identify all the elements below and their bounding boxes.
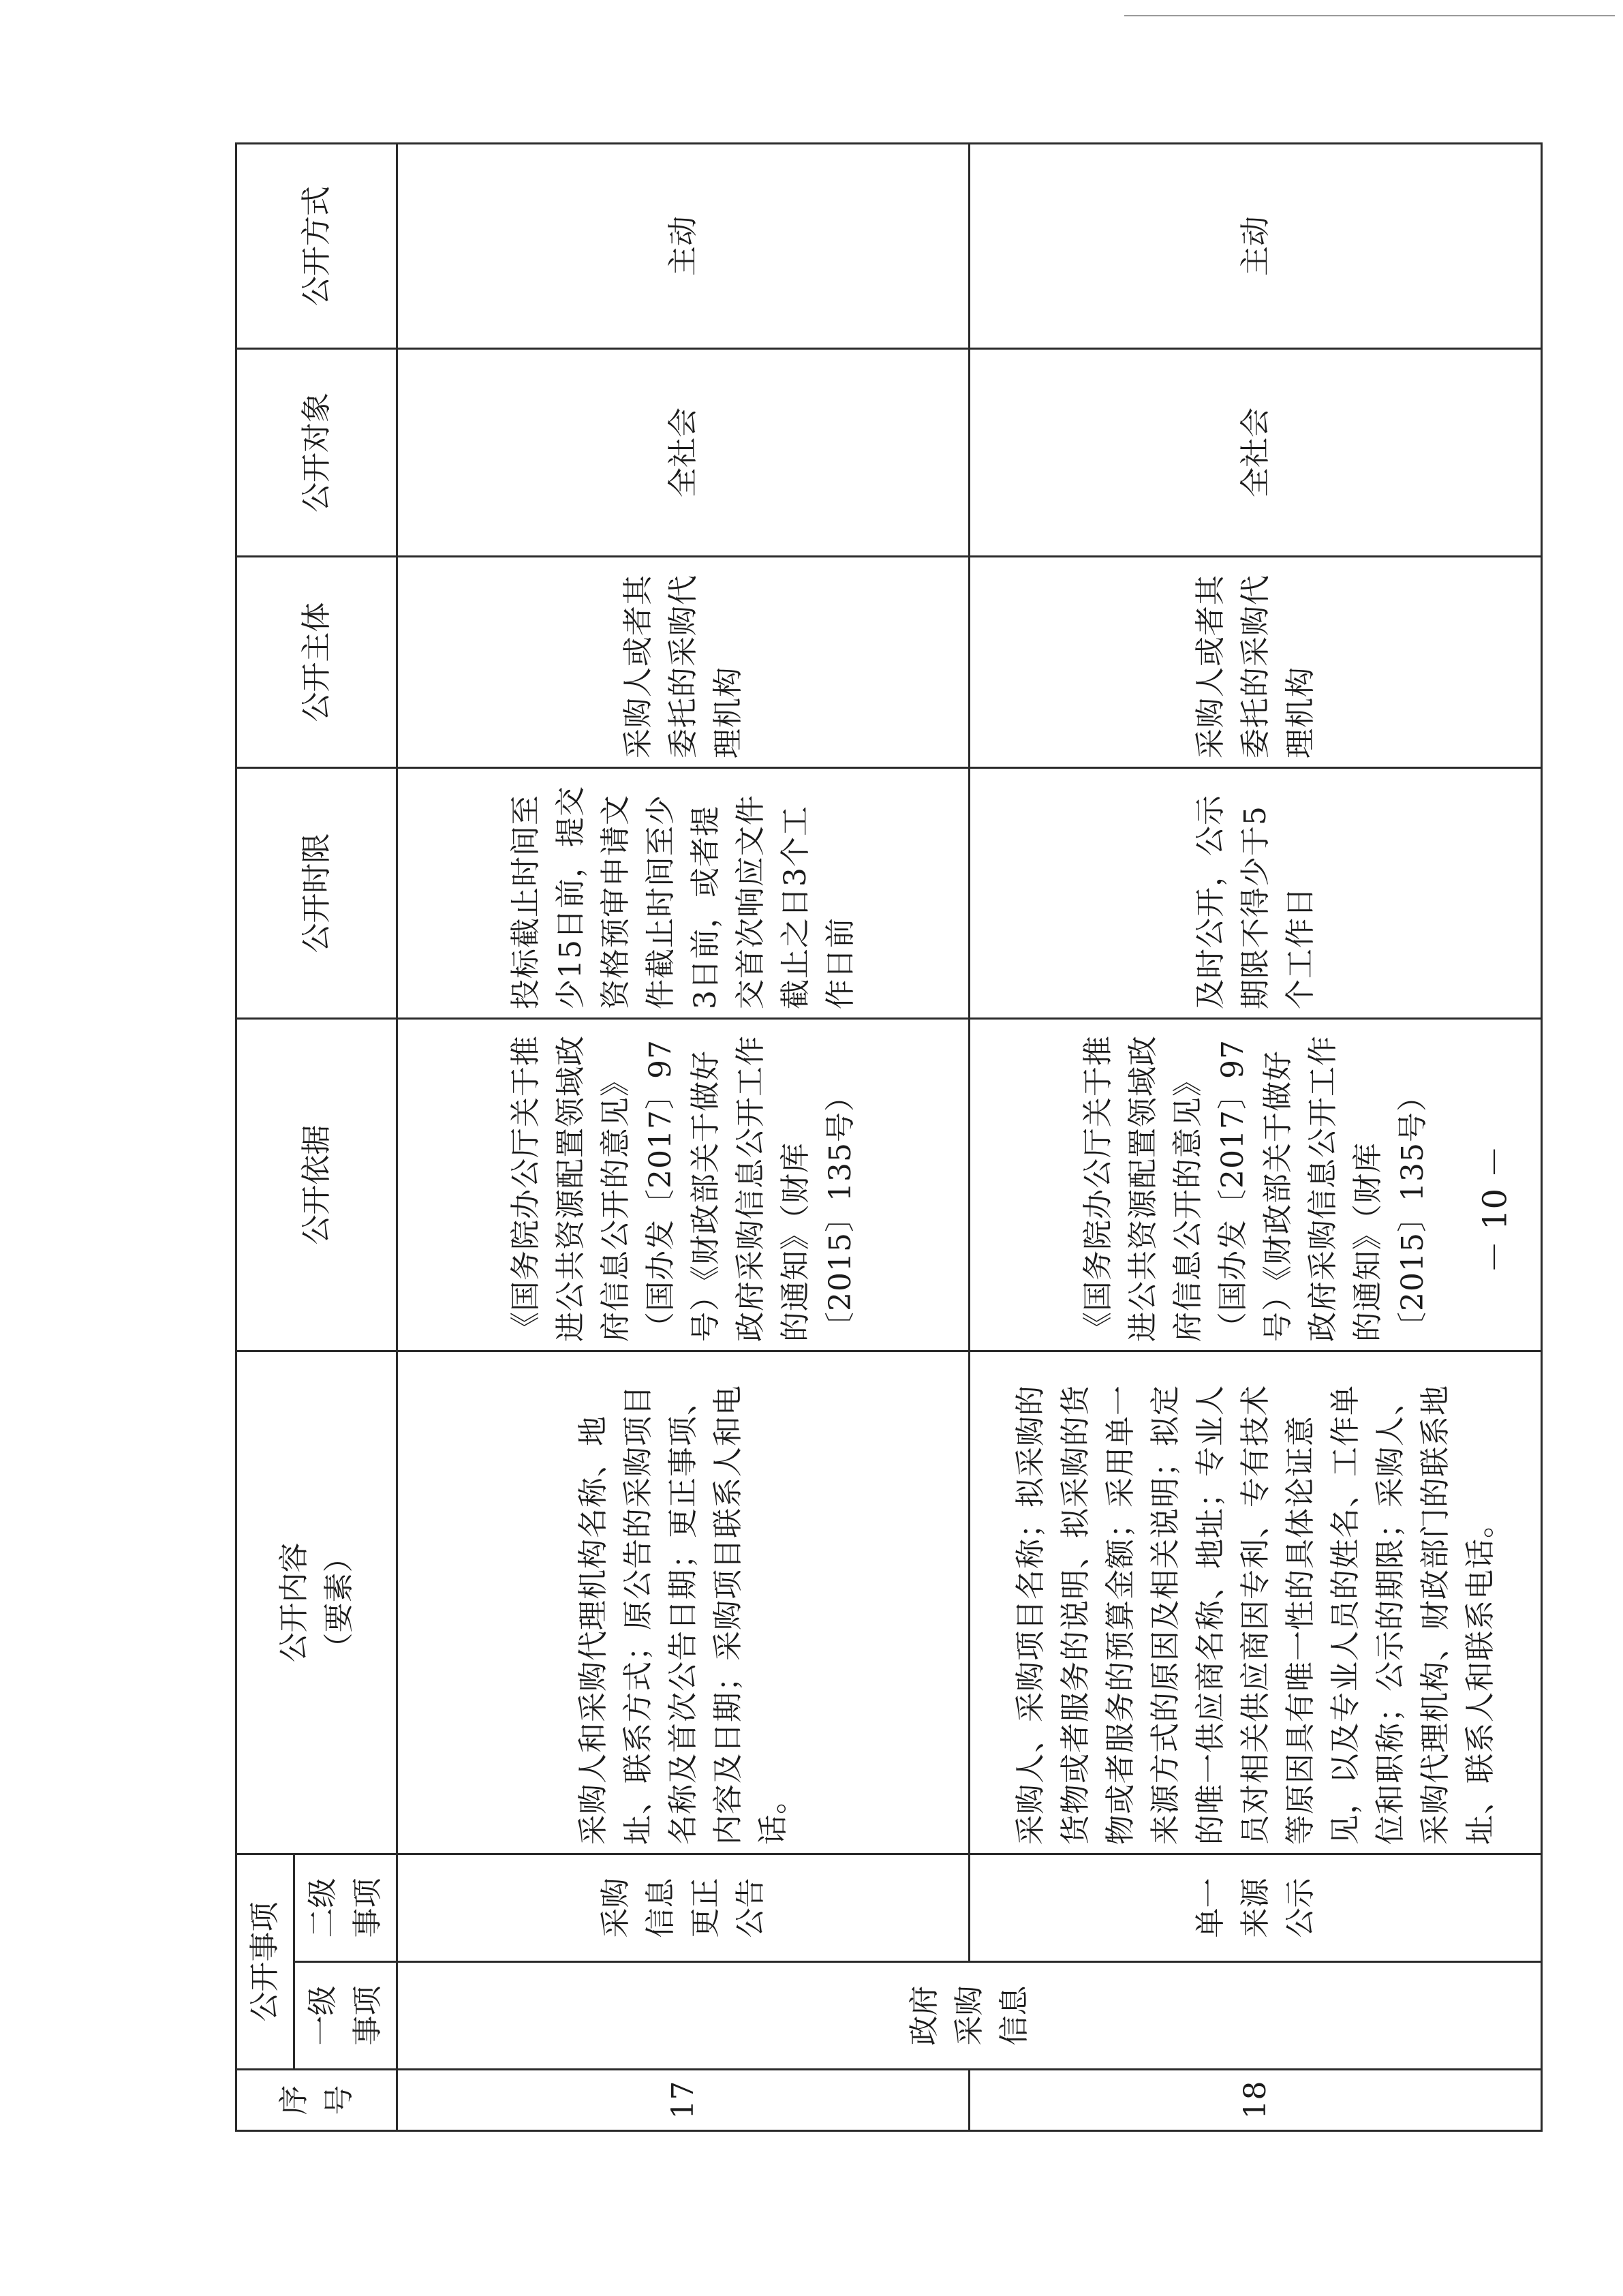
cell-audience: 全社会 bbox=[397, 349, 970, 557]
cell-level2: 采购信息更正公告 bbox=[397, 1854, 970, 1962]
scan-edge-line bbox=[1124, 15, 1615, 16]
disclosure-table bbox=[235, 142, 1543, 2132]
table-row bbox=[970, 144, 1542, 2131]
header-basis: 公开依据 bbox=[236, 1019, 397, 1351]
header-subject: 公开主体 bbox=[236, 557, 397, 768]
header-audience: 公开对象 bbox=[236, 349, 397, 557]
cell-method: 主动 bbox=[970, 144, 1542, 349]
cell-subject: 采购人或者其委托的采购代理机构 bbox=[397, 557, 970, 768]
table-row bbox=[397, 144, 970, 2131]
header-level1: 一级事项 bbox=[294, 1962, 397, 2070]
header-content: 公开内容 （要素） bbox=[236, 1351, 397, 1854]
header-method: 公开方式 bbox=[236, 144, 397, 349]
cell-deadline: 及时公开，公示期限不得少于5个工作日 bbox=[970, 768, 1542, 1019]
header-deadline: 公开时限 bbox=[236, 768, 397, 1019]
cell-method: 主动 bbox=[397, 144, 970, 349]
cell-basis: 《国务院办公厅关于推进公共资源配置领域政府信息公开的意见》（国办发〔2017〕97号）《财政部关于做好政府采购信息公开工作的通知》（财库〔2015〕135号） bbox=[397, 1019, 970, 1351]
cell-level2: 单一来源公示 bbox=[970, 1854, 1542, 1962]
cell-subject: 采购人或者其委托的采购代理机构 bbox=[970, 557, 1542, 768]
cell-audience: 全社会 bbox=[970, 349, 1542, 557]
cell-level1: 政府采购信息 bbox=[397, 1962, 1542, 2070]
cell-basis: 《国务院办公厅关于推进公共资源配置领域政府信息公开的意见》（国办发〔2017〕97号）《财政部关于做好政府采购信息公开工作的通知》（财库〔2015〕135号） bbox=[970, 1019, 1542, 1351]
cell-seq: 18 bbox=[970, 2070, 1542, 2131]
header-level2: 二级事项 bbox=[294, 1854, 397, 1962]
header-matters: 公开事项 bbox=[236, 1854, 294, 2070]
cell-deadline: 投标截止时间至少15日前，提交资格预审申请文件截止时间至少3日前，或者提交首次响应文件截止之日3个工作日前 bbox=[397, 768, 970, 1019]
cell-content: 采购人、采购项目名称；拟采购的货物或者服务的说明、拟采购的货物或者服务的预算金额；采用单一来源方式的原因及相关说明；拟定的唯一供应商名称、地址；专业人员对相关供应商因专利、专有技术等原因具有唯一性的具体论证意见，以及专业人员的姓名、工作单位和职称；公示的期限；采购人、采购代理机构、财政部门的联系地址、联系人和联系电话。 bbox=[970, 1351, 1542, 1854]
header-seq: 序号 bbox=[236, 2070, 397, 2131]
page-number: － 10 － bbox=[1476, 1145, 1515, 1274]
cell-content: 采购人和采购代理机构名称、地址、联系方式；原公告的采购项目名称及首次公告日期；更正事项、内容及日期；采购项目联系人和电话。 bbox=[397, 1351, 970, 1854]
cell-seq: 17 bbox=[397, 2070, 970, 2131]
